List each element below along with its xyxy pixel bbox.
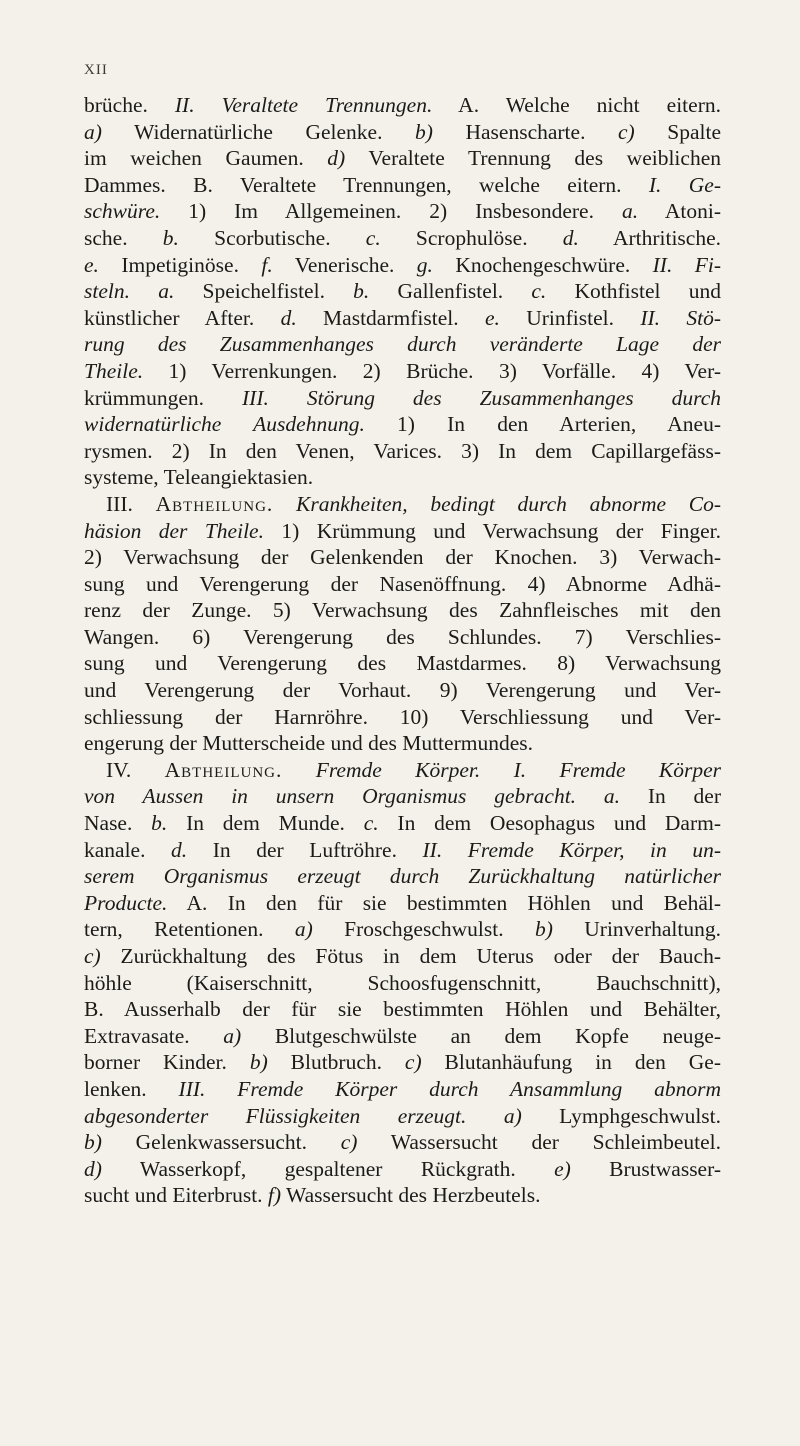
text-segment: Wassersucht der Schleimbeutel. xyxy=(357,1130,721,1155)
text-segment: Abtheilung. xyxy=(164,757,283,782)
text-segment: Fremde Körper. I. Fremde Körper xyxy=(315,757,721,782)
text-segment: steln. xyxy=(84,279,130,304)
text-line xyxy=(84,1049,721,1076)
text-segment: Dammes. B. Veraltete Trennungen, welche eitern. xyxy=(84,172,649,197)
text-segment: a) xyxy=(84,119,102,144)
text-segment: Theile. xyxy=(84,358,144,383)
text-segment: Blutanhäufung in den Ge- xyxy=(421,1050,721,1075)
text-segment: krümmungen. xyxy=(84,385,243,410)
text-line xyxy=(84,385,721,412)
text-segment: In dem Munde. xyxy=(167,811,364,836)
text-segment: Blutgeschwülste an dem Kopfe neuge- xyxy=(241,1023,721,1048)
text-segment: widernatürliche Ausdehnung. xyxy=(84,412,365,437)
text-segment: Hasenscharte. xyxy=(432,119,618,144)
text-segment: Gallenfistel. xyxy=(369,279,532,304)
text-segment: 1) Verrenkungen. 2) Brüche. 3) Vorfälle. 4) Ver- xyxy=(143,358,721,383)
text-segment: Wasserkopf, gespaltener Rückgrath. xyxy=(101,1156,555,1181)
text-segment: Veraltete Trennung des weiblichen xyxy=(345,146,721,171)
text-segment: In der xyxy=(620,784,721,809)
text-segment: a) xyxy=(503,1103,522,1128)
text-segment: II. Stö- xyxy=(640,305,721,330)
text-segment: Gelenkwassersucht. xyxy=(101,1130,341,1155)
text-segment: Urinfistel. xyxy=(499,305,641,330)
text-segment: Urinverhaltung. xyxy=(552,917,721,942)
text-segment xyxy=(466,1104,503,1128)
text-segment: Venerische. xyxy=(272,252,417,277)
text-segment: b. xyxy=(162,225,179,250)
text-segment: B. Ausserhalb der für sie bestimmten Höhlen und Behälter, xyxy=(84,997,721,1022)
text-line xyxy=(84,92,721,119)
text-segment: III. Fremde Körper durch Ansammlung abnorm xyxy=(178,1076,721,1101)
text-segment: engerung der Mutterscheide und des Muttermundes. xyxy=(84,731,533,756)
text-segment: Impetiginöse. xyxy=(98,252,262,277)
text-line xyxy=(84,996,721,1023)
text-segment: brüche. xyxy=(84,93,175,117)
text-segment: 1) Krümmung und Verwachsung der Finger. xyxy=(263,518,721,543)
text-segment: c) xyxy=(618,119,635,144)
text-segment: Wangen. 6) Verengerung des Schlundes. 7) Verschlies- xyxy=(84,624,721,649)
text-segment: sung und Verengerung des Mastdarmes. 8) Verwachsung xyxy=(84,651,721,676)
text-segment xyxy=(130,279,158,303)
text-line xyxy=(84,198,721,225)
text-segment xyxy=(273,492,296,516)
text-segment: c. xyxy=(363,811,379,836)
text-segment: 2) Verwachsung der Gelenkenden der Knochen. 3) Verwach- xyxy=(84,545,721,570)
text-segment: e) xyxy=(554,1156,571,1181)
text-line xyxy=(84,890,721,917)
text-segment: b. xyxy=(151,811,168,836)
text-segment: Spalte xyxy=(634,119,721,144)
text-line xyxy=(84,491,721,518)
text-segment: schliessung der Harnröhre. 10) Verschliessung und Ver- xyxy=(84,704,721,729)
text-line xyxy=(84,597,721,624)
text-line xyxy=(84,1182,721,1209)
body-text xyxy=(84,92,721,1209)
text-line xyxy=(84,571,721,598)
text-line xyxy=(84,518,721,545)
text-segment: III. xyxy=(106,491,156,516)
text-segment: c) xyxy=(84,944,101,968)
text-segment: f) xyxy=(267,1183,282,1208)
text-line xyxy=(84,1129,721,1156)
text-line xyxy=(84,757,721,784)
text-segment: höhle (Kaiserschnitt, Schoosfugenschnitt, Bauchschnitt), xyxy=(84,970,721,995)
text-segment: b) xyxy=(534,917,553,942)
text-line xyxy=(84,119,721,146)
text-segment: 1) Im Allgemeinen. 2) Insbesondere. xyxy=(160,199,622,224)
text-segment: Blutbruch. xyxy=(267,1050,405,1075)
text-line xyxy=(84,411,721,438)
text-segment: Widernatürliche Gelenke. xyxy=(101,119,415,144)
text-segment: Arthritische. xyxy=(578,225,721,250)
text-segment: a. xyxy=(603,784,620,809)
text-segment: e. xyxy=(484,305,500,330)
text-line xyxy=(84,438,721,465)
text-segment: A. Welche nicht eitern. xyxy=(432,93,721,117)
text-segment: Lymphgeschwulst. xyxy=(521,1103,721,1128)
text-line xyxy=(84,358,721,385)
text-segment: a. xyxy=(158,279,175,304)
text-segment: Scorbutische. xyxy=(178,225,366,250)
text-line xyxy=(84,1103,721,1130)
text-segment: f. xyxy=(261,252,273,277)
text-segment: c. xyxy=(365,225,381,250)
text-segment: Speichelfistel. xyxy=(174,279,354,304)
text-segment: Mastdarmfistel. xyxy=(296,305,485,330)
text-line xyxy=(84,1023,721,1050)
text-line xyxy=(84,810,721,837)
text-segment: tern, Retentionen. xyxy=(84,917,295,942)
text-segment: a) xyxy=(294,917,313,942)
text-segment xyxy=(282,758,315,782)
text-line xyxy=(84,837,721,864)
text-segment: sche. xyxy=(84,225,163,250)
text-segment: d. xyxy=(171,837,188,862)
text-segment: Zurückhaltung des Fötus in dem Uterus oder der Bauch- xyxy=(100,944,721,968)
text-segment: rysmen. 2) In den Venen, Varices. 3) In dem Capillargefäss- xyxy=(84,438,721,463)
text-line xyxy=(84,1156,721,1183)
text-segment: rung des Zusammenhanges durch veränderte Lage der xyxy=(84,332,721,357)
text-line xyxy=(84,704,721,731)
text-segment: b. xyxy=(353,279,370,304)
text-segment: b) xyxy=(249,1050,268,1075)
text-segment: d) xyxy=(84,1156,102,1181)
text-segment: Extravasate. xyxy=(84,1023,224,1048)
text-segment: Froschgeschwulst. xyxy=(312,917,535,942)
text-segment: c) xyxy=(404,1050,422,1075)
text-line xyxy=(84,464,721,491)
text-segment: c. xyxy=(531,279,547,304)
text-line xyxy=(84,730,721,757)
text-segment: künstlicher After. xyxy=(84,305,281,330)
text-segment: Scrophulöse. xyxy=(380,225,563,250)
text-line xyxy=(84,677,721,704)
text-segment: II. Fi- xyxy=(652,252,721,277)
text-segment: systeme, Teleangiektasien. xyxy=(84,465,314,490)
text-line xyxy=(84,278,721,305)
text-segment: Nase. xyxy=(84,811,152,836)
text-segment: 1) In den Arterien, Aneu- xyxy=(364,412,721,437)
text-segment: c) xyxy=(340,1130,358,1155)
text-line xyxy=(84,225,721,252)
page-number: XII xyxy=(84,62,108,78)
text-segment: IV. xyxy=(106,757,165,782)
text-segment xyxy=(576,784,604,808)
text-segment: a. xyxy=(621,199,639,224)
text-segment: a) xyxy=(223,1023,242,1048)
text-segment: lenken. xyxy=(84,1076,179,1101)
text-line xyxy=(84,1076,721,1103)
text-segment: sucht und Eiterbrust. xyxy=(84,1183,268,1208)
text-line xyxy=(84,783,721,810)
text-line xyxy=(84,305,721,332)
text-segment: häsion der Theile. xyxy=(84,518,264,543)
text-line xyxy=(84,544,721,571)
text-line xyxy=(84,145,721,172)
text-segment: Wassersucht des Herzbeutels. xyxy=(281,1183,541,1208)
text-segment: und Verengerung der Vorhaut. 9) Verengerung und Ver- xyxy=(84,678,721,703)
text-segment: sung und Verengerung der Nasenöffnung. 4) Abnorme Adhä- xyxy=(84,571,721,596)
text-line xyxy=(84,916,721,943)
text-segment: Atoni- xyxy=(638,199,721,224)
text-segment: II. Fremde Körper, in un- xyxy=(422,837,721,862)
text-segment: renz der Zunge. 5) Verwachsung des Zahnfleisches mit den xyxy=(84,598,721,623)
text-line xyxy=(84,172,721,199)
text-segment: d. xyxy=(280,305,297,330)
text-segment: b) xyxy=(415,119,433,144)
text-segment: II. Veraltete Trennungen. xyxy=(174,93,433,117)
text-segment: borner Kinder. xyxy=(84,1050,250,1075)
text-segment: kanale. xyxy=(84,837,172,862)
text-segment: Producte. xyxy=(84,890,168,915)
text-line xyxy=(84,624,721,651)
text-segment: I. Ge- xyxy=(648,172,721,197)
text-segment: g. xyxy=(416,252,433,277)
text-segment: von Aussen in unsern Organismus gebracht. xyxy=(84,784,577,809)
text-segment: serem Organismus erzeugt durch Zurückhaltung natürlicher xyxy=(84,864,721,889)
text-line xyxy=(84,970,721,997)
text-line xyxy=(84,863,721,890)
text-segment: Kothfistel und xyxy=(546,279,721,304)
text-segment: b) xyxy=(84,1130,102,1155)
text-segment: Abtheilung. xyxy=(155,491,274,516)
text-segment: Krankheiten, bedingt durch abnorme Co- xyxy=(296,491,721,516)
text-segment: im weichen Gaumen. xyxy=(84,146,328,171)
text-segment: d. xyxy=(562,225,579,250)
text-segment: Brustwasser- xyxy=(570,1156,721,1181)
text-segment: d) xyxy=(327,146,346,171)
text-segment: e. xyxy=(84,252,99,277)
text-segment: A. In den für sie bestimmten Höhlen und Behäl- xyxy=(167,890,721,915)
text-segment: schwüre. xyxy=(84,199,161,224)
text-line xyxy=(84,943,721,970)
text-line xyxy=(84,331,721,358)
text-segment: In der Luftröhre. xyxy=(187,837,423,862)
text-line xyxy=(84,252,721,279)
text-line xyxy=(84,650,721,677)
text-segment: III. Störung des Zusammenhanges durch xyxy=(242,385,721,410)
text-segment: Knochengeschwüre. xyxy=(432,252,653,277)
text-segment: In dem Oesophagus und Darm- xyxy=(378,811,721,836)
text-segment: abgesonderter Flüssigkeiten erzeugt. xyxy=(84,1103,467,1128)
